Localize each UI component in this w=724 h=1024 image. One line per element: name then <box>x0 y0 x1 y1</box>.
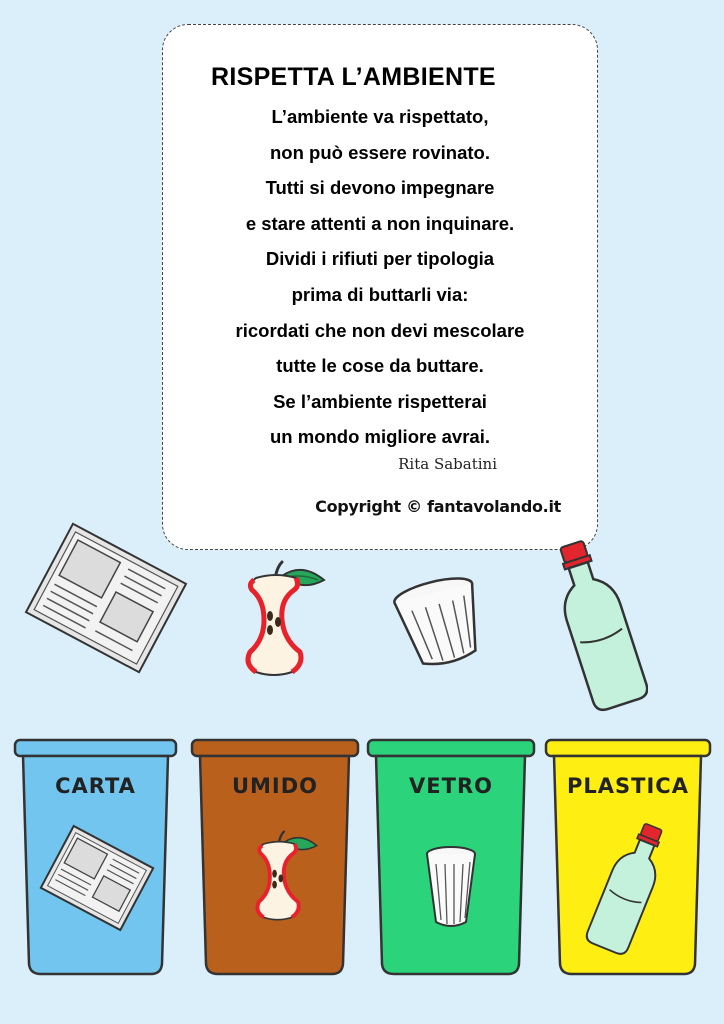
poem-line: tutte le cose da buttare. <box>276 355 484 377</box>
bin-label-vetro: VETRO <box>409 774 493 798</box>
poem-line: e stare attenti a non inquinare. <box>245 212 515 234</box>
poem-line: ricordati che non devi mescolare <box>235 319 525 341</box>
apple-core-icon <box>218 560 338 685</box>
poem-line: Se l’ambiente rispetterai <box>273 390 487 412</box>
poem-line: un mondo migliore avrai. <box>270 426 490 448</box>
poem-line: Tutti si devono impegnare <box>265 177 495 199</box>
plastic-bottle-icon <box>548 536 648 716</box>
bin-label-carta: CARTA <box>55 774 136 798</box>
bin-label-umido: UMIDO <box>231 774 319 798</box>
poem-line: L’ambiente va rispettato, <box>271 106 489 127</box>
poem-author: Rita Sabatini <box>398 455 497 473</box>
newspaper-icon <box>22 520 190 676</box>
poem-body <box>163 99 597 455</box>
poem-card <box>162 24 598 550</box>
poem-line: non può essere rovinato. <box>270 141 490 163</box>
bin-label-plastica: PLASTICA <box>567 774 689 798</box>
poem-title: RISPETTA L’AMBIENTE <box>211 63 496 91</box>
copyright-notice: Copyright © fantavolando.it <box>315 497 561 516</box>
glass-cup-icon <box>427 847 475 926</box>
poem-line: prima di buttarli via: <box>291 283 469 305</box>
glass-cup-icon <box>386 576 496 672</box>
poem-line: Dividi i rifiuti per tipologia <box>265 248 495 270</box>
